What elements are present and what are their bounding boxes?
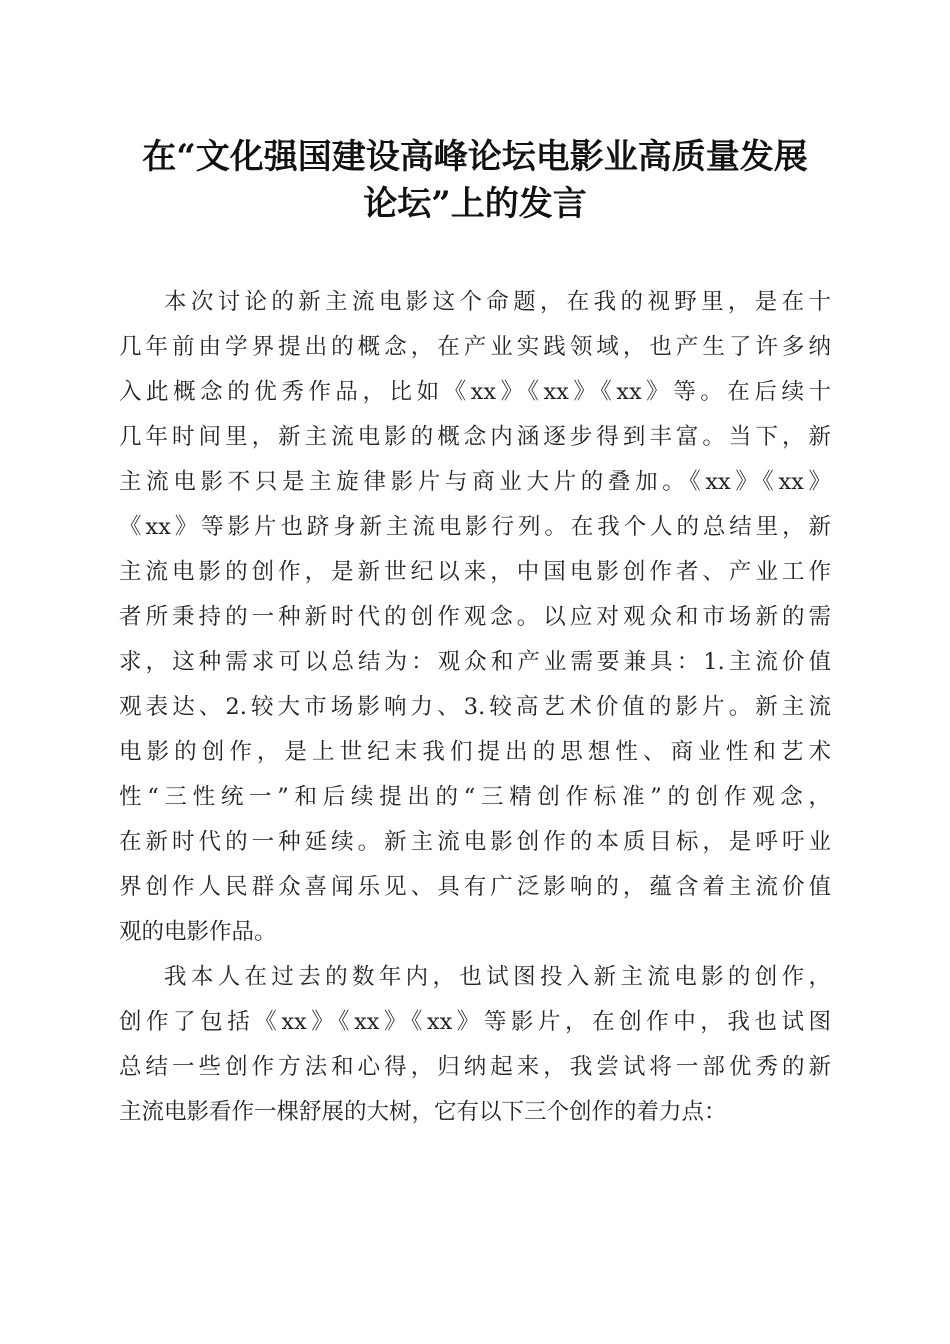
paragraph-line: 者所秉持的一种新时代的创作观念。以应对观众和市场新的需 bbox=[119, 604, 831, 630]
paragraph-line: 主流电影的创作，是新世纪以来，中国电影创作者、产业工作 bbox=[119, 559, 831, 585]
paragraph-line: 本次讨论的新主流电影这个命题，在我的视野里，是在十 bbox=[164, 289, 831, 315]
document-title bbox=[100, 134, 850, 228]
paragraph-line: 入此概念的优秀作品，比如《xx》《xx》《xx》等。在后续十 bbox=[119, 379, 831, 405]
paragraph-line: 《xx》等影片也跻身新主流电影行列。在我个人的总结里，新 bbox=[119, 514, 831, 540]
paragraph-line: 主流电影不只是主旋律影片与商业大片的叠加。《xx》《xx》 bbox=[119, 469, 831, 495]
paragraph-line: 总结一些创作方法和心得，归纳起来，我尝试将一部优秀的新 bbox=[119, 1054, 831, 1080]
paragraph-line: 主流电影看作一棵舒展的大树，它有以下三个创作的着力点： bbox=[119, 1099, 727, 1125]
paragraph-line: 创作了包括《xx》《xx》《xx》等影片，在创作中，我也试图 bbox=[119, 1009, 831, 1035]
paragraph-line: 性“三性统一”和后续提出的“三精创作标准”的创作观念， bbox=[119, 784, 831, 810]
paragraph-line: 几年时间里，新主流电影的概念内涵逐步得到丰富。当下，新 bbox=[119, 424, 831, 450]
paragraph-line: 几年前由学界提出的概念，在产业实践领域，也产生了许多纳 bbox=[119, 334, 831, 360]
paragraph-line: 我本人在过去的数年内，也试图投入新主流电影的创作， bbox=[164, 964, 831, 990]
paragraph-line: 界创作人民群众喜闻乐见、具有广泛影响的，蕴含着主流价值 bbox=[119, 874, 831, 900]
title-line-2: 论坛”上的发言 bbox=[363, 184, 587, 224]
title-line-1: 在“文化强国建设高峰论坛电影业高质量发展 bbox=[142, 137, 808, 177]
paragraph-line: 在新时代的一种延续。新主流电影创作的本质目标，是呼吁业 bbox=[119, 829, 831, 855]
paragraph-line: 求，这种需求可以总结为：观众和产业需要兼具：1.主流价值 bbox=[119, 649, 831, 675]
paragraph-1 bbox=[119, 280, 831, 955]
paragraph-line: 观的电影作品。 bbox=[119, 919, 277, 945]
paragraph-2 bbox=[119, 955, 831, 1135]
document-body bbox=[119, 280, 831, 1135]
paragraph-line: 观表达、2.较大市场影响力、3.较高艺术价值的影片。新主流 bbox=[119, 694, 831, 720]
paragraph-line: 电影的创作，是上世纪末我们提出的思想性、商业性和艺术 bbox=[119, 739, 831, 765]
